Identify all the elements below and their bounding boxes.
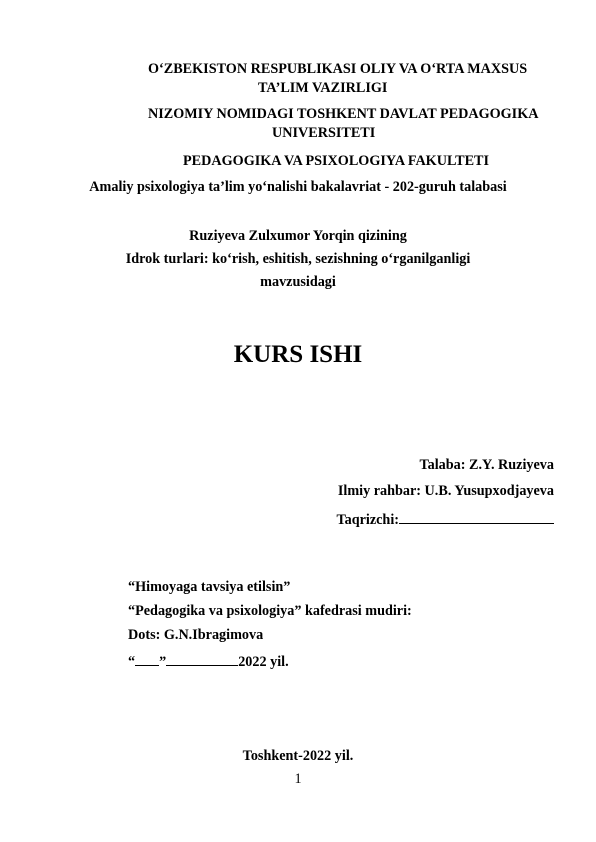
university-line-1: NIZOMIY NOMIDAGI TOSHKENT DAVLAT PEDAGOGIKA — [148, 106, 539, 122]
faculty-name: PEDAGOGIKA VA PSIXOLOGIYA FAKULTETI — [183, 153, 490, 169]
approval-date-line — [128, 651, 289, 671]
date-year-suffix: 2022 yil. — [238, 654, 289, 670]
date-close-quote: ” — [159, 654, 167, 670]
page-number: 1 — [294, 771, 302, 787]
document-title: KURS ISHI — [233, 341, 363, 368]
topic-line-2: mavzusidagi — [260, 274, 336, 290]
date-open-quote: “ — [128, 654, 136, 670]
department-head-name: Dots: G.N.Ibragimova — [128, 627, 264, 643]
author-name: Ruziyeva Zulxumor Yorqin qizining — [189, 228, 407, 244]
department-head-line: “Pedagogika va psixologiya” kafedrasi mudiri: — [128, 603, 412, 619]
date-month-blank — [166, 651, 238, 666]
city-year: Toshkent-2022 yil. — [242, 748, 354, 764]
ministry-line-1: O‘ZBEKISTON RESPUBLIKASI OLIY VA O‘RTA MAXSUS — [148, 61, 528, 77]
student-credit: Talaba: Z.Y. Ruziyeva — [419, 457, 554, 473]
topic-line-1: Idrok turlari: ko‘rish, eshitish, sezishning o‘rganilganligi — [125, 251, 471, 267]
university-line-2: UNIVERSITETI — [272, 125, 376, 141]
date-day-blank — [135, 651, 159, 666]
approval-recommendation: “Himoyaga tavsiya etilsin” — [128, 579, 291, 595]
program-group-line: Amaliy psixologiya ta’lim yo‘nalishi bakalavriat - 202-guruh talabasi — [89, 179, 507, 195]
reviewer-credit — [336, 509, 554, 529]
supervisor-credit: Ilmiy rahbar: U.B. Yusupxodjayeva — [337, 483, 554, 499]
ministry-line-2: TA’LIM VAZIRLIGI — [258, 80, 388, 96]
reviewer-label: Taqrizchi: — [336, 512, 399, 528]
reviewer-blank-line — [399, 509, 554, 524]
